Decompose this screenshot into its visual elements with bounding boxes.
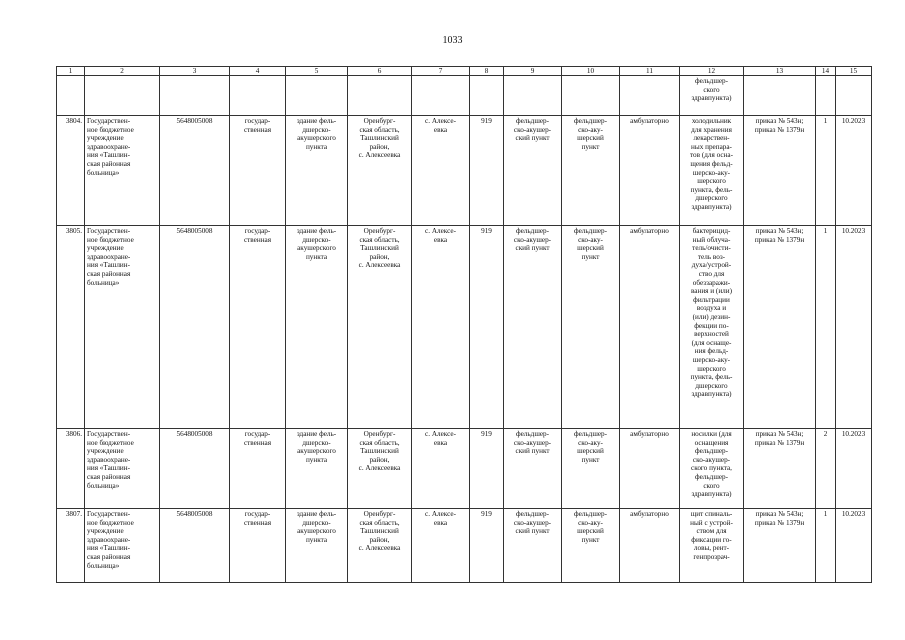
table-cell	[57, 76, 85, 116]
address-cell: Оренбург- ская область, Ташлинский район, с. Алексеевка	[348, 116, 412, 226]
date-cell: 10.2023	[836, 509, 872, 583]
column-number: 13	[744, 67, 816, 76]
building-cell: здание фель- дшерско- акушерского пункта	[286, 116, 348, 226]
care-mode-cell: амбулаторно	[620, 226, 680, 429]
unit-type-cell: фельдшер- ско-акушер- ский пункт	[504, 429, 562, 509]
locality-cell: с. Алексе- евка	[412, 226, 470, 429]
table-cell	[816, 76, 836, 116]
unit-type-cell: фельдшер- ско-акушер- ский пункт	[504, 226, 562, 429]
column-number-row	[57, 67, 872, 76]
table-row	[57, 116, 872, 226]
organization-cell: Государствен- ное бюджетное учреждение здравоохране- ния «Ташлин- ская районная больница»	[85, 226, 160, 429]
row-number: 3807.	[57, 509, 85, 583]
page-number: 1033	[442, 35, 463, 46]
table-cell	[160, 76, 230, 116]
inn-cell: 5648005008	[160, 226, 230, 429]
equipment-cell: щит спиналь- ный с устрой- ством для фиксации го- ловы, рент- генпрозрач-	[680, 509, 744, 583]
address-cell: Оренбург- ская область, Ташлинский район, с. Алексеевка	[348, 226, 412, 429]
date-cell: 10.2023	[836, 226, 872, 429]
table-cell	[504, 76, 562, 116]
quantity-cell: 1	[816, 226, 836, 429]
population-cell: 919	[470, 226, 504, 429]
registry-table	[56, 66, 872, 583]
locality-cell: с. Алексе- евка	[412, 429, 470, 509]
table-cell	[620, 76, 680, 116]
continuation-row	[57, 76, 872, 116]
inn-cell: 5648005008	[160, 429, 230, 509]
column-number: 9	[504, 67, 562, 76]
column-number: 1	[57, 67, 85, 76]
address-cell: Оренбург- ская область, Ташлинский район, с. Алексеевка	[348, 429, 412, 509]
equipment-cell: носилки (для оснащения фельдшер- ско-акушер- ского пункта, фельдшер- ского здравпункта)	[680, 429, 744, 509]
date-cell: 10.2023	[836, 429, 872, 509]
unit-type-cell: фельдшер- ско-акушер- ский пункт	[504, 116, 562, 226]
table-cell	[230, 76, 286, 116]
ownership-cell: государ- ственная	[230, 509, 286, 583]
equipment-cell: бактерицид- ный облуча- тель/очисти- тель воз- духа/устрой- ство для обеззаражи- вания и (или) фильтрации воздуха и (или) дезин- фекции по- верхностей (для оснаще- ния фельд- шерско-аку- шерского пункта, фель- дшерского здравпункта)	[680, 226, 744, 429]
inn-cell: 5648005008	[160, 509, 230, 583]
unit-cell: фельдшер- ско-аку- шерский пункт	[562, 116, 620, 226]
column-number: 3	[160, 67, 230, 76]
building-cell: здание фель- дшерско- акушерского пункта	[286, 226, 348, 429]
order-cell: приказ № 543н; приказ № 1379н	[744, 509, 816, 583]
order-cell: приказ № 543н; приказ № 1379н	[744, 116, 816, 226]
column-number: 6	[348, 67, 412, 76]
table-cell	[348, 76, 412, 116]
unit-cell: фельдшер- ско-аку- шерский пункт	[562, 509, 620, 583]
population-cell: 919	[470, 116, 504, 226]
column-number: 2	[85, 67, 160, 76]
organization-cell: Государствен- ное бюджетное учреждение здравоохране- ния «Ташлин- ская районная больница»	[85, 429, 160, 509]
row-number: 3805.	[57, 226, 85, 429]
table-cell	[286, 76, 348, 116]
unit-type-cell: фельдшер- ско-акушер- ский пункт	[504, 509, 562, 583]
order-cell: приказ № 543н; приказ № 1379н	[744, 429, 816, 509]
column-number: 10	[562, 67, 620, 76]
locality-cell: с. Алексе- евка	[412, 509, 470, 583]
unit-cell: фельдшер- ско-аку- шерский пункт	[562, 429, 620, 509]
table-cell	[836, 76, 872, 116]
unit-cell: фельдшер- ско-аку- шерский пункт	[562, 226, 620, 429]
equipment-cell: холодильник для хранения лекарствен- ных препара- тов (для осна- щения фельд- шерско-аку- шерского пункта, фель- дшерского здравпункта)	[680, 116, 744, 226]
locality-cell: с. Алексе- евка	[412, 116, 470, 226]
row-number: 3804.	[57, 116, 85, 226]
column-number: 8	[470, 67, 504, 76]
table-row	[57, 509, 872, 583]
table-cell	[744, 76, 816, 116]
address-cell: Оренбург- ская область, Ташлинский район, с. Алексеевка	[348, 509, 412, 583]
ownership-cell: государ- ственная	[230, 429, 286, 509]
table-cell	[85, 76, 160, 116]
table-cell	[562, 76, 620, 116]
order-cell: приказ № 543н; приказ № 1379н	[744, 226, 816, 429]
population-cell: 919	[470, 429, 504, 509]
organization-cell: Государствен- ное бюджетное учреждение здравоохране- ния «Ташлин- ская районная больница»	[85, 509, 160, 583]
table-cell	[470, 76, 504, 116]
ownership-cell: государ- ственная	[230, 116, 286, 226]
care-mode-cell: амбулаторно	[620, 429, 680, 509]
column-number: 5	[286, 67, 348, 76]
quantity-cell: 1	[816, 116, 836, 226]
row-number: 3806.	[57, 429, 85, 509]
organization-cell: Государствен- ное бюджетное учреждение здравоохране- ния «Ташлин- ская районная больница»	[85, 116, 160, 226]
column-number: 7	[412, 67, 470, 76]
column-number: 4	[230, 67, 286, 76]
building-cell: здание фель- дшерско- акушерского пункта	[286, 509, 348, 583]
care-mode-cell: амбулаторно	[620, 116, 680, 226]
table-cell	[412, 76, 470, 116]
column-number: 12	[680, 67, 744, 76]
column-number: 15	[836, 67, 872, 76]
quantity-cell: 1	[816, 509, 836, 583]
column-number: 14	[816, 67, 836, 76]
quantity-cell: 2	[816, 429, 836, 509]
date-cell: 10.2023	[836, 116, 872, 226]
table-cell: фельдшер- ского здравпункта)	[680, 76, 744, 116]
column-number: 11	[620, 67, 680, 76]
building-cell: здание фель- дшерско- акушерского пункта	[286, 429, 348, 509]
inn-cell: 5648005008	[160, 116, 230, 226]
population-cell: 919	[470, 509, 504, 583]
care-mode-cell: амбулаторно	[620, 509, 680, 583]
table-row	[57, 429, 872, 509]
ownership-cell: государ- ственная	[230, 226, 286, 429]
table-row	[57, 226, 872, 429]
